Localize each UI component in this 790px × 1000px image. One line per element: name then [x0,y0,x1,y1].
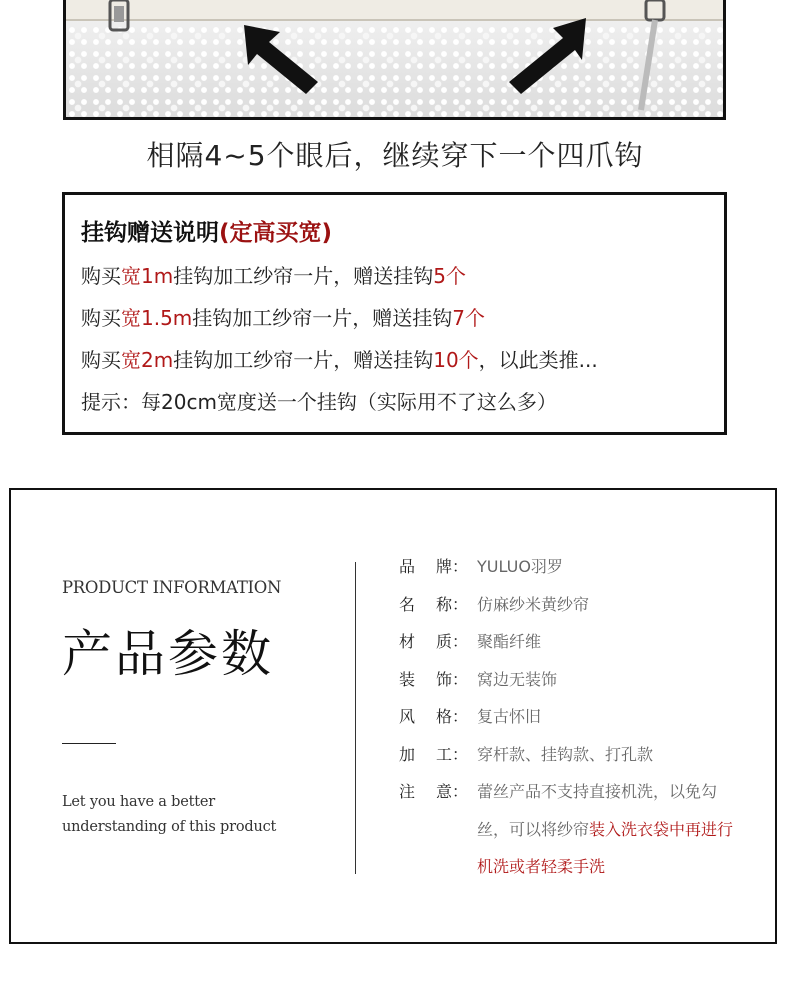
gift-title-text: 挂钩赠送说明 [81,220,219,246]
gift-line-width: 宽2m [121,348,174,372]
gift-line-width: 宽1.5m [121,306,193,330]
hook-instruction-caption: 相隔4~5个眼后，继续穿下一个四爪钩 [146,139,644,172]
product-info-heading-en: PRODUCT INFORMATION [62,578,282,597]
spec-key-char: 牌： [436,557,469,576]
product-info-panel [9,488,777,944]
spec-key-char: 名 [399,594,416,614]
spec-value: 复古怀旧 [477,707,542,726]
hook-gift-box [62,192,727,435]
spec-value: 聚酯纤维 [477,632,542,651]
product-info-heading-cn: 产品参数 [62,625,274,683]
spec-key-char: 格： [436,707,469,726]
spec-key-char: 装 [399,669,416,689]
gift-line-count: 10个 [433,348,479,372]
gift-line-count: 7个 [452,306,486,330]
spec-key [399,667,477,705]
spec-row-notice [399,779,759,886]
spec-key-char: 品 [399,557,416,576]
spec-row-name [399,592,759,630]
gift-tip: 提示：每20cm宽度送一个挂钩（实际用不了这么多） [81,390,557,414]
spec-key-char: 饰： [436,669,469,689]
photo-illustration [66,0,726,120]
gift-title [81,211,724,255]
notice-text-normal: 蕾丝产品不支持直接机洗，以免勾丝，可以将纱帘 [477,782,718,839]
gift-line-1m [81,255,724,297]
spec-key-char: 质： [436,632,469,651]
spec-list [399,554,759,886]
spec-key-char: 加 [399,744,416,764]
gift-line-count: 5个 [433,264,466,288]
right-arrow-icon [509,18,586,94]
spec-row-brand [399,554,759,592]
spec-key [399,554,477,592]
gift-line-prefix: 购买 [81,348,121,372]
gift-title-highlight: (定高买宽) [219,220,333,246]
gift-line-2m [81,339,724,381]
gift-line-middle: 挂钩加工纱帘一片，赠送挂钩 [173,264,434,288]
spec-value: 穿杆款、挂钩款、打孔款 [477,744,654,764]
notice-text-highlight: 装入洗衣袋中再进行机洗或者轻柔手洗 [477,819,734,876]
gift-line-width: 宽1m [121,264,174,288]
spec-key-char: 工： [436,744,469,764]
gift-line-middle: 挂钩加工纱帘一片，赠送挂钩 [192,306,453,330]
spec-key-char: 意： [436,782,469,801]
spec-value: 窝边无装饰 [477,669,558,689]
gift-line-suffix: ，以此类推... [478,348,598,372]
spec-row-decoration [399,667,759,705]
vertical-divider [355,562,356,874]
spec-row-material [399,629,759,667]
gift-line-prefix: 购买 [81,306,121,330]
curtain-header-band [66,0,726,20]
spec-key-char: 注 [399,782,416,801]
heading-underline [62,743,116,744]
product-info-subtitle: Let you have a better understanding of this product [62,794,277,835]
spec-key-char: 风 [399,707,416,726]
spec-key [399,742,477,780]
spec-value: 仿麻纱米黄纱帘 [477,594,590,614]
notice-text [477,773,737,886]
left-arrow-icon [244,25,318,94]
spec-key [399,629,477,667]
spec-value: YULUO羽罗 [477,557,563,576]
gift-line-prefix: 购买 [81,264,121,288]
gift-line-1-5m [81,297,724,339]
spec-key [399,592,477,630]
curtain-hook-photo [63,0,726,120]
spec-key-char: 材 [399,632,416,651]
spec-key-char: 称： [436,594,469,614]
spec-key [399,779,477,886]
spec-row-style [399,704,759,742]
spec-key [399,704,477,742]
gift-line-middle: 挂钩加工纱帘一片，赠送挂钩 [173,348,434,372]
